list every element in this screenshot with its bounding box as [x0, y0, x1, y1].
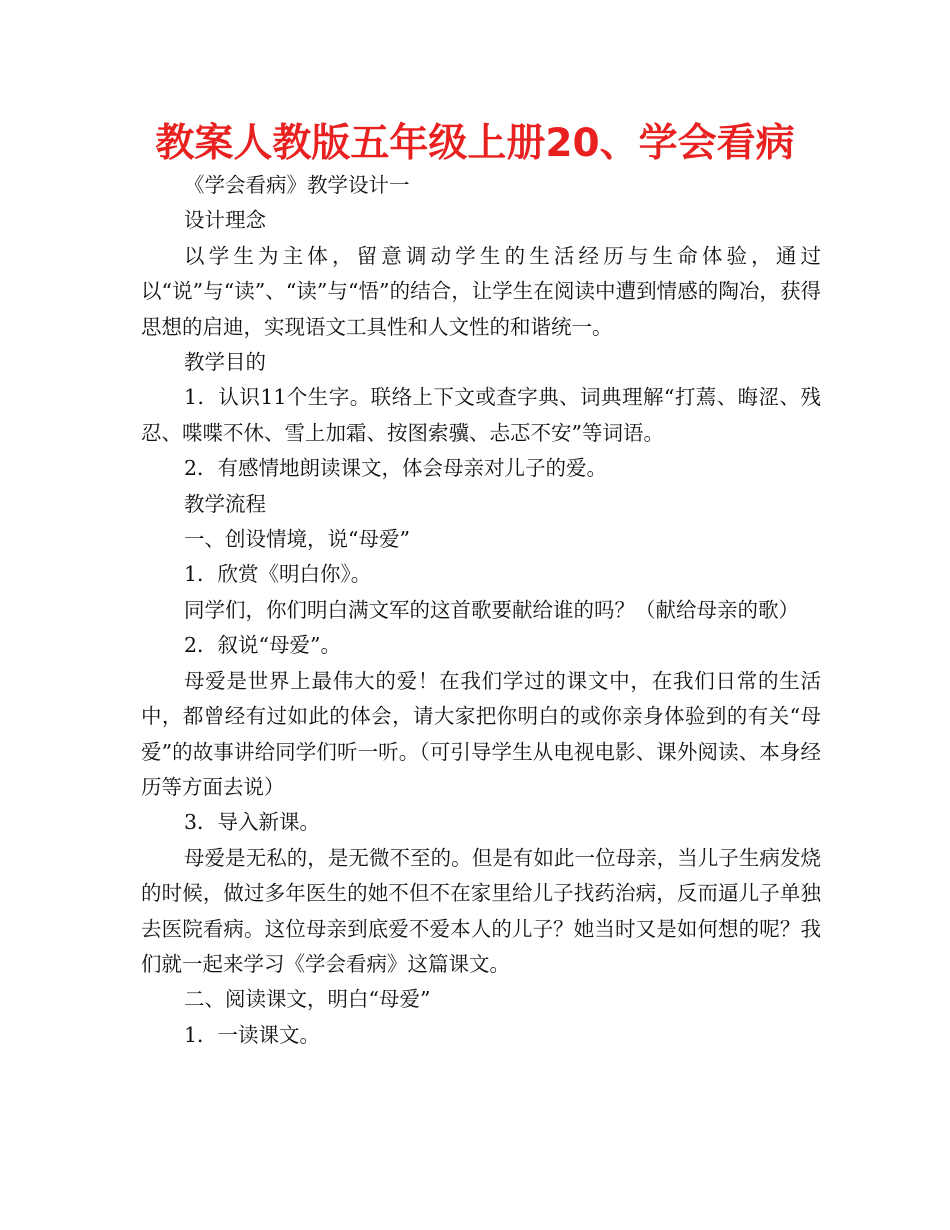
heading-section-1: 一、创设情境，说“母爱”	[184, 527, 410, 552]
paragraph-step-2: 2．叙说“母爱”。	[184, 633, 342, 658]
paragraph-read-1: 1．一读课文。	[184, 1022, 321, 1047]
heading-design-concept: 设计理念	[184, 208, 266, 233]
paragraph-step-1: 1．欣赏《明白你》。	[184, 562, 372, 587]
paragraph-step-1-text: 同学们，你们明白满文军的这首歌要献给谁的吗？（献给母亲的歌）	[184, 597, 799, 622]
document-body	[141, 168, 821, 1053]
paragraph-subtitle: 《学会看病》教学设计一	[184, 173, 410, 197]
document-title: 教案人教版五年级上册20、学会看病	[155, 121, 795, 166]
paragraph-goal-2: 2．有感情地朗读课文，体会母亲对儿子的爱。	[184, 456, 608, 481]
paragraph-step-2-text: 母爱是世界上最伟大的爱！在我们学过的课文中，在我们日常的生活中，都曾经有过如此的体会，请大家把你明白的或你亲身体验到的有关“母爱”的故事讲给同学们听一听。（可引导学生从电视电影、课外阅读、本身经历等方面去说）	[141, 668, 821, 799]
paragraph-design-concept: 以学生为主体，留意调动学生的生活经历与生命体验，通过以“说”与“读”、“读”与“悟”的结合，让学生在阅读中遭到情感的陶冶，获得思想的启迪，实现语文工具性和人文性的和谐统一。	[141, 243, 821, 339]
paragraph-step-3: 3．导入新课。	[184, 810, 321, 835]
paragraph-goal-1: 1．认识11个生字。联络上下文或查字典、词典理解“打蔫、晦涩、残忍、喋喋不休、雪上加霜、按图索骥、忐忑不安”等词语。	[141, 385, 821, 445]
heading-section-2: 二、阅读课文，明白“母爱”	[184, 987, 431, 1012]
heading-teaching-process: 教学流程	[184, 491, 266, 516]
heading-teaching-goals: 教学目的	[184, 350, 266, 375]
paragraph-step-3-text: 母爱是无私的，是无微不至的。但是有如此一位母亲，当儿子生病发烧的时候，做过多年医生的她不但不在家里给儿子找药治病，反而逼儿子单独去医院看病。这位母亲到底爱不爱本人的儿子？她当时又是如何想的呢？我们就一起来学习《学会看病》这篇课文。	[141, 845, 821, 976]
